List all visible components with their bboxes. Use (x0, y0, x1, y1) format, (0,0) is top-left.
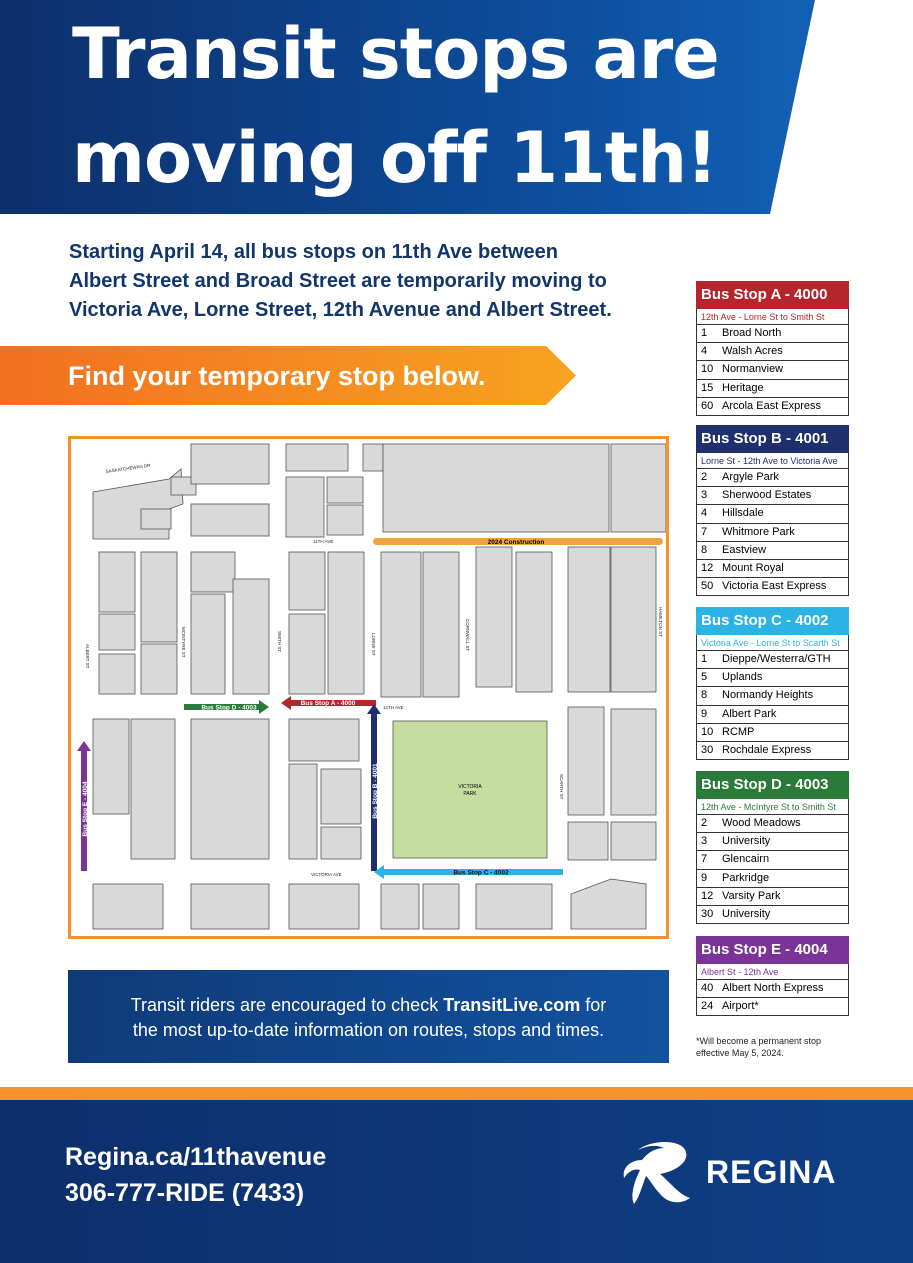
route-name: Airport* (722, 1000, 759, 1013)
stop-e-title: Bus Stop E - 4004 (696, 936, 849, 964)
footnote (696, 1035, 856, 1059)
street-victoria: VICTORIA AVE (311, 872, 342, 877)
stop-c-subtitle: Victoria Ave - Lorne St to Scarth St (696, 635, 849, 651)
footer-url[interactable]: Regina.ca/11thavenue (65, 1143, 327, 1171)
route-number: 3 (701, 489, 708, 502)
map-drawing (71, 439, 666, 936)
route-name: Whitmore Park (722, 525, 795, 538)
intro-line-2: Albert Street and Broad Street are temporarily moving to (69, 270, 607, 292)
table-row (696, 742, 849, 760)
street-hamilton: HAMILTON ST (658, 607, 663, 637)
map-buildings (93, 444, 666, 929)
stop-c-title: Bus Stop C - 4002 (696, 607, 849, 635)
regina-logo-icon (620, 1138, 696, 1208)
route-number: 8 (701, 543, 708, 556)
route-number: 2 (701, 471, 708, 483)
route-number: 40 (701, 982, 714, 994)
stop-a-subtitle: 12th Ave - Lorne St to Smith St (696, 309, 849, 325)
route-name: Argyle Park (722, 471, 779, 483)
route-name: Eastview (722, 543, 767, 556)
route-number: 9 (701, 707, 708, 720)
table-row (696, 380, 849, 398)
stop-d-subtitle: 12th Ave - McIntyre St to Smith St (696, 799, 849, 815)
page-title (72, 2, 772, 210)
route-number: 12 (701, 889, 714, 902)
route-number: 24 (701, 1000, 714, 1013)
table-row (696, 669, 849, 687)
route-name: Arcola East Express (722, 399, 822, 412)
route-number: 1 (701, 327, 708, 339)
info-post: for (580, 995, 607, 1015)
table-row (696, 998, 849, 1016)
route-name: University (722, 835, 771, 848)
table-row (696, 815, 849, 833)
table-row (696, 361, 849, 379)
route-name: Albert Park (722, 707, 777, 720)
info-box (68, 970, 669, 1063)
street-scarth: SCARTH ST (559, 774, 564, 800)
table-row (696, 325, 849, 343)
street-11th: 11TH AVE (313, 539, 334, 544)
route-number: 8 (701, 689, 708, 702)
table-row (696, 687, 849, 705)
table-row (696, 833, 849, 851)
stop-a-title: Bus Stop A - 4000 (696, 281, 849, 309)
table-row (696, 888, 849, 906)
intro-line-1: Starting April 14, all bus stops on 11th Ave between (69, 241, 558, 263)
street-smith: SMITH ST (277, 631, 282, 652)
stop-map (68, 436, 669, 939)
route-name: Normanview (722, 363, 784, 376)
arrow-stop-a-label: Bus Stop A - 4000 (300, 700, 356, 707)
route-name: Glencairn (722, 853, 770, 866)
route-number: 30 (701, 907, 714, 920)
table-row (696, 560, 849, 578)
footnote-line-1: *Will become a permanent stop (696, 1036, 822, 1046)
route-number: 15 (701, 381, 714, 394)
street-albert: ALBERT ST (85, 644, 90, 669)
park-label-2: PARK (463, 791, 477, 797)
stop-table-c (696, 607, 849, 760)
route-number: 7 (701, 853, 708, 866)
table-row (696, 870, 849, 888)
route-number: 10 (701, 363, 714, 376)
stop-d-title: Bus Stop D - 4003 (696, 771, 849, 799)
table-row (696, 542, 849, 560)
info-line-2: the most up-to-date information on routes, stops and times. (132, 1020, 605, 1040)
arrow-stop-b-label: Bus Stop B - 4001 (372, 763, 379, 819)
route-name: University (722, 907, 771, 920)
intro-line-3: Victoria Ave, Lorne Street, 12th Avenue and Albert Street. (69, 299, 612, 321)
transitlive-link[interactable]: TransitLive.com (443, 995, 581, 1015)
arrow-stop-d-label: Bus Stop D - 4003 (201, 704, 257, 712)
route-name: RCMP (722, 725, 755, 738)
banner-text: Find your temporary stop below. (68, 361, 486, 391)
arrow-stop-e-label: Bus Stop E - 4004 (82, 781, 89, 837)
table-row (696, 505, 849, 523)
stop-table-e (696, 936, 849, 1016)
route-name: Hillsdale (722, 507, 764, 520)
street-saskatchewan: SASKATCHEWAN DR (105, 462, 151, 474)
route-number: 12 (701, 561, 714, 574)
route-number: 60 (701, 399, 714, 412)
route-name: Heritage (722, 381, 764, 394)
street-cornwall: CORNWALL ST (465, 619, 470, 652)
construction-label: 2024 Construction (487, 539, 545, 546)
arrow-stop-c-label: Bus Stop C - 4002 (453, 869, 509, 877)
route-name: Broad North (722, 327, 782, 339)
street-lorne: LORNE ST (371, 633, 376, 656)
title-line-1: Transit stops are (72, 13, 719, 95)
route-name: Albert North Express (722, 982, 824, 994)
route-number: 7 (701, 525, 708, 538)
table-row (696, 980, 849, 998)
park-label-1: VICTORIA (458, 784, 482, 790)
route-name: Victoria East Express (722, 580, 827, 593)
route-name: Parkridge (722, 871, 770, 884)
route-name: Normandy Heights (722, 689, 814, 702)
route-number: 2 (701, 817, 708, 829)
route-number: 3 (701, 835, 708, 848)
stop-b-subtitle: Lorne St - 12th Ave to Victoria Ave (696, 453, 849, 469)
route-name: Sherwood Estates (722, 489, 812, 502)
route-number: 4 (701, 345, 708, 358)
route-name: Walsh Acres (722, 345, 783, 358)
route-name: Varsity Park (722, 889, 781, 902)
route-number: 10 (701, 725, 714, 738)
footer-orange-stripe (0, 1087, 913, 1100)
table-row (696, 398, 849, 416)
title-line-2: moving off 11th! (72, 117, 717, 199)
table-row (696, 343, 849, 361)
route-name: Mount Royal (722, 561, 784, 574)
street-mcintyre: MCINTYRE ST (181, 627, 186, 658)
table-row (696, 487, 849, 505)
route-number: 5 (701, 671, 708, 684)
route-number: 9 (701, 871, 708, 884)
route-name: Dieppe/Westerra/GTH (722, 653, 831, 665)
street-12th: 12TH AVE (383, 705, 404, 710)
table-row (696, 906, 849, 924)
route-name: Wood Meadows (722, 817, 801, 829)
table-row (696, 724, 849, 742)
stop-table-d (696, 771, 849, 924)
stop-e-subtitle: Albert St - 12th Ave (696, 964, 849, 980)
footnote-line-2: effective May 5, 2024. (696, 1048, 784, 1058)
route-name: Uplands (722, 671, 763, 684)
route-number: 4 (701, 507, 708, 520)
route-number: 50 (701, 580, 714, 593)
table-row (696, 578, 849, 596)
table-row (696, 524, 849, 542)
info-pre: Transit riders are encouraged to check (130, 995, 444, 1015)
info-line-1 (68, 993, 669, 1018)
route-name: Rochdale Express (722, 743, 812, 756)
table-row (696, 851, 849, 869)
table-row (696, 469, 849, 487)
intro-text (69, 238, 679, 325)
footer-phone[interactable]: 306-777-RIDE (7433) (65, 1179, 305, 1207)
table-row (696, 651, 849, 669)
stop-table-b (696, 425, 849, 596)
stop-table-a (696, 281, 849, 416)
table-row (696, 706, 849, 724)
regina-logo-text: REGINA (706, 1154, 837, 1190)
stop-b-title: Bus Stop B - 4001 (696, 425, 849, 453)
route-number: 1 (701, 653, 708, 665)
route-number: 30 (701, 743, 714, 756)
